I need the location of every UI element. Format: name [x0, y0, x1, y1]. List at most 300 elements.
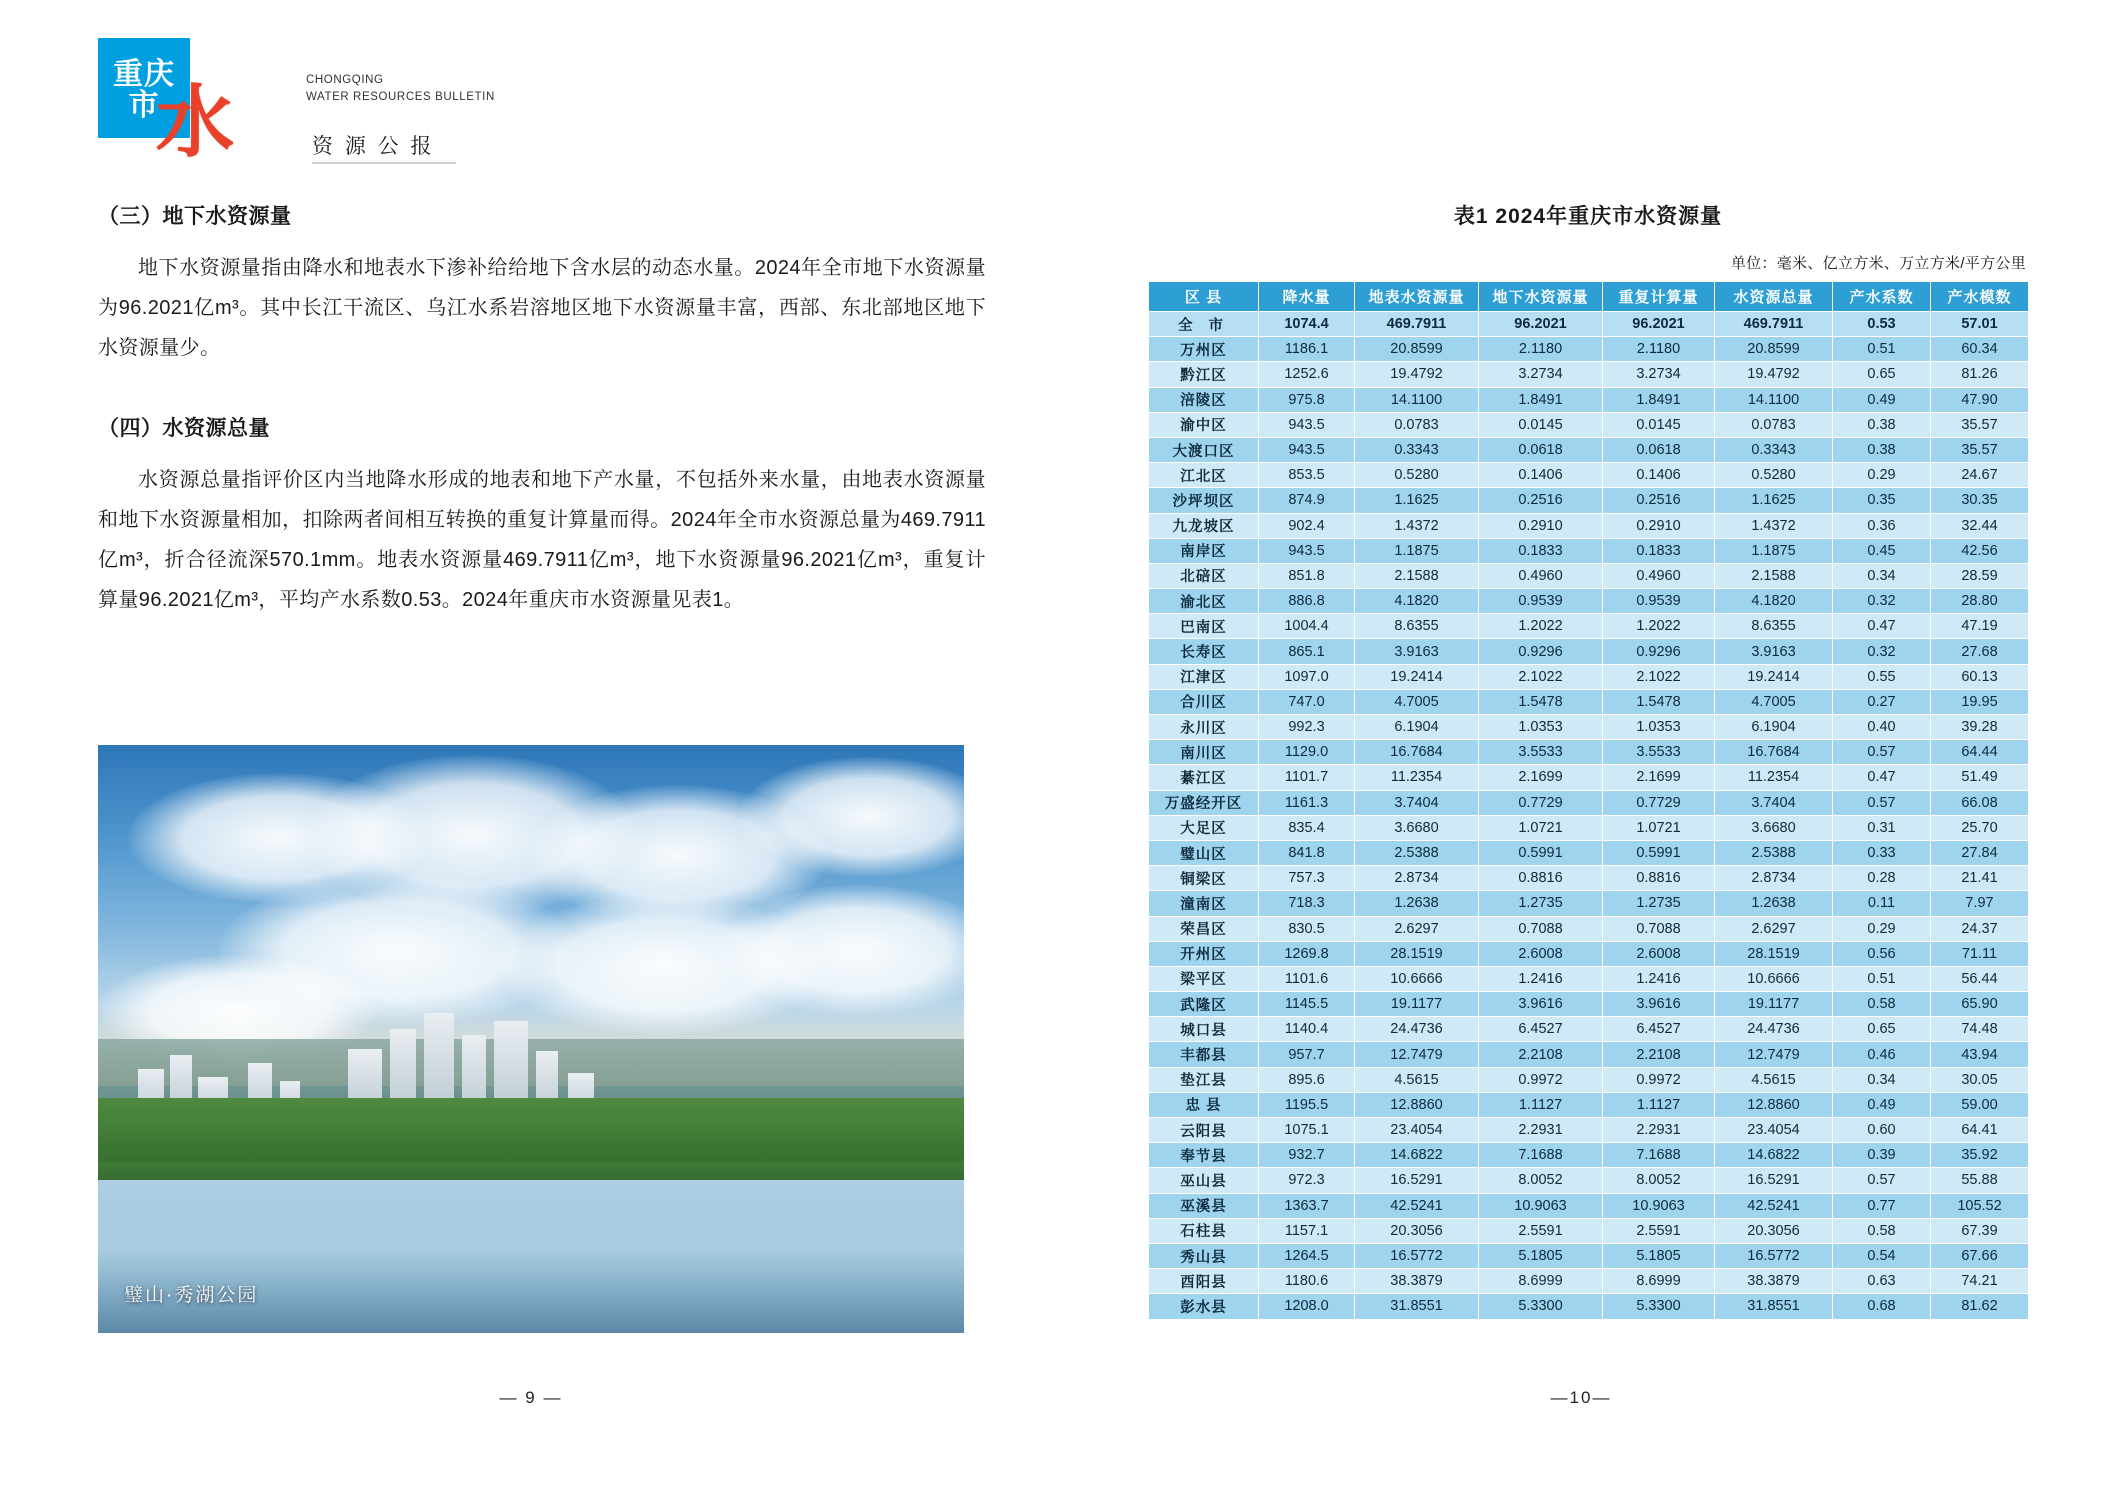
table-cell-value: 0.40 — [1833, 715, 1931, 740]
table-cell-value: 865.1 — [1259, 639, 1355, 664]
table-cell-value: 28.80 — [1931, 589, 2029, 614]
table-cell-value: 0.51 — [1833, 337, 1931, 362]
table-cell-value: 2.5388 — [1715, 840, 1833, 865]
table-cell-value: 30.35 — [1931, 488, 2029, 513]
table-cell-value: 81.62 — [1931, 1294, 2029, 1319]
table-cell-value: 12.8860 — [1355, 1092, 1479, 1117]
table-cell-value: 59.00 — [1931, 1092, 2029, 1117]
table-cell-value: 16.5291 — [1715, 1168, 1833, 1193]
table-cell-value: 0.28 — [1833, 866, 1931, 891]
table-cell-value: 19.2414 — [1355, 664, 1479, 689]
table-cell-value: 2.8734 — [1715, 866, 1833, 891]
table-cell-region: 忠 县 — [1149, 1092, 1259, 1117]
table-cell-value: 65.90 — [1931, 992, 2029, 1017]
table-row — [1149, 1143, 2029, 1168]
table-cell-value: 3.7404 — [1355, 790, 1479, 815]
table-cell-value: 972.3 — [1259, 1168, 1355, 1193]
table-cell-value: 1252.6 — [1259, 362, 1355, 387]
table-cell-value: 2.1588 — [1715, 563, 1833, 588]
table-cell-value: 96.2021 — [1479, 312, 1603, 337]
table-cell-value: 38.3879 — [1715, 1269, 1833, 1294]
table-cell-region: 巫溪县 — [1149, 1193, 1259, 1218]
section-4-paragraph: 水资源总量指评价区内当地降水形成的地表和地下产水量，不包括外来水量，由地表水资源量和地下水资源量相加，扣除两者间相互转换的重复计算量而得。2024年全市水资源总量为469.7911亿m³，折合径流深570.1mm。地表水资源量469.7911亿m³，地下水资源量96.2021亿m³，重复计算量96.2021亿m³，平均产水系数0.53。2024年重庆市水资源量见表1。 — [98, 469, 986, 611]
table-cell-value: 42.5241 — [1355, 1193, 1479, 1218]
table-cell-value: 67.66 — [1931, 1243, 2029, 1268]
table-cell-value: 56.44 — [1931, 966, 2029, 991]
table-cell-value: 2.1588 — [1355, 563, 1479, 588]
table-cell-value: 4.7005 — [1715, 689, 1833, 714]
table-cell-value: 14.1100 — [1715, 387, 1833, 412]
table-cell-region: 武隆区 — [1149, 992, 1259, 1017]
table-row — [1149, 639, 2029, 664]
table-cell-value: 886.8 — [1259, 589, 1355, 614]
table-cell-value: 64.44 — [1931, 740, 2029, 765]
column-header-total: 水资源总量 — [1715, 282, 1833, 312]
table-cell-region: 璧山区 — [1149, 840, 1259, 865]
table-row — [1149, 589, 2029, 614]
table-cell-value: 1.1127 — [1603, 1092, 1715, 1117]
table-cell-value: 2.1180 — [1479, 337, 1603, 362]
table-cell-value: 1264.5 — [1259, 1243, 1355, 1268]
table-cell-value: 1.0721 — [1479, 815, 1603, 840]
table-cell-value: 16.5772 — [1715, 1243, 1833, 1268]
table-cell-value: 2.6297 — [1715, 916, 1833, 941]
table-cell-value: 3.2734 — [1479, 362, 1603, 387]
table-cell-value: 39.28 — [1931, 715, 2029, 740]
table-cell-value: 2.5591 — [1603, 1218, 1715, 1243]
table-cell-value: 0.38 — [1833, 437, 1931, 462]
table-cell-value: 902.4 — [1259, 513, 1355, 538]
section-3-heading: （三）地下水资源量 — [98, 205, 292, 228]
table-cell-region: 万盛经开区 — [1149, 790, 1259, 815]
table-cell-value: 0.29 — [1833, 463, 1931, 488]
table-cell-value: 4.1820 — [1355, 589, 1479, 614]
table-cell-value: 2.1022 — [1479, 664, 1603, 689]
table-row — [1149, 513, 2029, 538]
table-cell-value: 96.2021 — [1603, 312, 1715, 337]
table-cell-value: 0.54 — [1833, 1243, 1931, 1268]
table-cell-value: 2.2931 — [1603, 1118, 1715, 1143]
table-cell-value: 16.7684 — [1355, 740, 1479, 765]
table-cell-value: 0.36 — [1833, 513, 1931, 538]
table-cell-region: 巴南区 — [1149, 614, 1259, 639]
table-cell-value: 28.1519 — [1715, 941, 1833, 966]
table-cell-value: 0.39 — [1833, 1143, 1931, 1168]
table-cell-value: 835.4 — [1259, 815, 1355, 840]
table-cell-value: 11.2354 — [1355, 765, 1479, 790]
table-row — [1149, 1067, 2029, 1092]
table-cell-region: 梁平区 — [1149, 966, 1259, 991]
table-cell-region: 巫山县 — [1149, 1168, 1259, 1193]
table-cell-value: 0.0618 — [1603, 437, 1715, 462]
table-cell-value: 1.0353 — [1603, 715, 1715, 740]
table-cell-region: 涪陵区 — [1149, 387, 1259, 412]
table-cell-value: 7.97 — [1931, 891, 2029, 916]
table-cell-value: 0.35 — [1833, 488, 1931, 513]
table-cell-region: 彭水县 — [1149, 1294, 1259, 1319]
table-cell-value: 0.0783 — [1715, 412, 1833, 437]
table-cell-value: 60.34 — [1931, 337, 2029, 362]
table-row — [1149, 966, 2029, 991]
table-cell-value: 4.5615 — [1355, 1067, 1479, 1092]
table-row — [1149, 312, 2029, 337]
table-row — [1149, 387, 2029, 412]
table-cell-value: 853.5 — [1259, 463, 1355, 488]
logo-line1: 重庆 — [113, 57, 175, 91]
table-row — [1149, 664, 2029, 689]
table-cell-value: 3.2734 — [1603, 362, 1715, 387]
table-cell-value: 0.1833 — [1603, 538, 1715, 563]
table-cell-value: 1363.7 — [1259, 1193, 1355, 1218]
logo-water-character: 水 — [156, 79, 235, 166]
table-row — [1149, 1218, 2029, 1243]
table-cell-value: 1.0721 — [1603, 815, 1715, 840]
table-cell-value: 1.2416 — [1603, 966, 1715, 991]
table-cell-value: 7.1688 — [1479, 1143, 1603, 1168]
table-cell-value: 957.7 — [1259, 1042, 1355, 1067]
table-row — [1149, 1243, 2029, 1268]
table-cell-value: 0.57 — [1833, 1168, 1931, 1193]
table-row — [1149, 765, 2029, 790]
table-cell-value: 20.8599 — [1355, 337, 1479, 362]
table-cell-value: 0.4960 — [1603, 563, 1715, 588]
column-header-surface: 地表水资源量 — [1355, 282, 1479, 312]
table-cell-value: 20.8599 — [1715, 337, 1833, 362]
table-cell-value: 1075.1 — [1259, 1118, 1355, 1143]
table-cell-value: 1101.7 — [1259, 765, 1355, 790]
table-cell-region: 南川区 — [1149, 740, 1259, 765]
table-cell-value: 943.5 — [1259, 412, 1355, 437]
table-cell-value: 0.11 — [1833, 891, 1931, 916]
publication-logo — [98, 38, 495, 166]
table-cell-value: 3.6680 — [1715, 815, 1833, 840]
table-cell-value: 19.1177 — [1715, 992, 1833, 1017]
table-row — [1149, 916, 2029, 941]
table-cell-value: 0.38 — [1833, 412, 1931, 437]
table-row — [1149, 715, 2029, 740]
table-cell-value: 1.1625 — [1355, 488, 1479, 513]
table-cell-value: 0.9972 — [1603, 1067, 1715, 1092]
table-cell-value: 0.1406 — [1603, 463, 1715, 488]
table-cell-value: 1157.1 — [1259, 1218, 1355, 1243]
table-cell-region: 渝北区 — [1149, 589, 1259, 614]
table-cell-value: 12.8860 — [1715, 1092, 1833, 1117]
table-cell-value: 8.0052 — [1603, 1168, 1715, 1193]
table-cell-value: 1.1127 — [1479, 1092, 1603, 1117]
table-cell-value: 32.44 — [1931, 513, 2029, 538]
table-cell-region: 綦江区 — [1149, 765, 1259, 790]
table-cell-value: 0.55 — [1833, 664, 1931, 689]
table-title: 表1 2024年重庆市水资源量 — [1453, 205, 1723, 228]
table-cell-value: 1.2416 — [1479, 966, 1603, 991]
table-cell-value: 10.6666 — [1355, 966, 1479, 991]
table-cell-value: 35.57 — [1931, 437, 2029, 462]
table-cell-value: 0.47 — [1833, 614, 1931, 639]
column-header-coeff: 产水系数 — [1833, 282, 1931, 312]
column-header-modulus: 产水模数 — [1931, 282, 2029, 312]
table-cell-value: 1129.0 — [1259, 740, 1355, 765]
table-cell-value: 24.37 — [1931, 916, 2029, 941]
table-cell-value: 0.1833 — [1479, 538, 1603, 563]
column-header-overlap: 重复计算量 — [1603, 282, 1715, 312]
table-cell-value: 0.34 — [1833, 1067, 1931, 1092]
table-cell-value: 0.9539 — [1479, 589, 1603, 614]
table-cell-region: 秀山县 — [1149, 1243, 1259, 1268]
table-cell-region: 大渡口区 — [1149, 437, 1259, 462]
table-cell-value: 0.77 — [1833, 1193, 1931, 1218]
table-cell-value: 5.3300 — [1603, 1294, 1715, 1319]
table-cell-value: 6.1904 — [1355, 715, 1479, 740]
table-cell-value: 64.41 — [1931, 1118, 2029, 1143]
table-cell-value: 2.2931 — [1479, 1118, 1603, 1143]
table-cell-region: 江北区 — [1149, 463, 1259, 488]
table-row — [1149, 337, 2029, 362]
table-row — [1149, 1193, 2029, 1218]
table-row — [1149, 941, 2029, 966]
table-row — [1149, 488, 2029, 513]
table-cell-value: 81.26 — [1931, 362, 2029, 387]
table-cell-value: 1.1625 — [1715, 488, 1833, 513]
table-cell-value: 0.46 — [1833, 1042, 1931, 1067]
table-cell-value: 1004.4 — [1259, 614, 1355, 639]
table-cell-value: 1.2638 — [1715, 891, 1833, 916]
table-cell-value: 71.11 — [1931, 941, 2029, 966]
table-cell-value: 932.7 — [1259, 1143, 1355, 1168]
table-row — [1149, 1168, 2029, 1193]
table-cell-value: 2.5591 — [1479, 1218, 1603, 1243]
table-cell-value: 20.3056 — [1715, 1218, 1833, 1243]
table-cell-region: 云阳县 — [1149, 1118, 1259, 1143]
table-row — [1149, 437, 2029, 462]
table-cell-value: 1.4372 — [1715, 513, 1833, 538]
table-cell-value: 24.67 — [1931, 463, 2029, 488]
table-cell-value: 0.3343 — [1355, 437, 1479, 462]
table-cell-value: 851.8 — [1259, 563, 1355, 588]
logo-english-name: CHONGQING WATER RESOURCES BULLETIN — [306, 74, 495, 104]
table-cell-value: 14.6822 — [1355, 1143, 1479, 1168]
table-cell-value: 1.2022 — [1479, 614, 1603, 639]
table-cell-value: 2.6008 — [1479, 941, 1603, 966]
table-cell-value: 757.3 — [1259, 866, 1355, 891]
table-cell-value: 0.2516 — [1603, 488, 1715, 513]
table-cell-value: 2.5388 — [1355, 840, 1479, 865]
table-cell-value: 0.57 — [1833, 790, 1931, 815]
table-cell-value: 2.6297 — [1355, 916, 1479, 941]
table-cell-value: 0.65 — [1833, 1017, 1931, 1042]
table-cell-value: 0.60 — [1833, 1118, 1931, 1143]
table-cell-value: 0.32 — [1833, 639, 1931, 664]
table-cell-value: 1.2735 — [1603, 891, 1715, 916]
table-cell-value: 38.3879 — [1355, 1269, 1479, 1294]
table-cell-value: 28.59 — [1931, 563, 2029, 588]
table-row — [1149, 463, 2029, 488]
table-cell-value: 14.1100 — [1355, 387, 1479, 412]
table-cell-value: 0.0145 — [1603, 412, 1715, 437]
table-cell-value: 943.5 — [1259, 538, 1355, 563]
table-cell-value: 0.58 — [1833, 992, 1931, 1017]
table-cell-value: 5.1805 — [1479, 1243, 1603, 1268]
table-cell-value: 6.1904 — [1715, 715, 1833, 740]
table-cell-value: 0.65 — [1833, 362, 1931, 387]
section-4-heading: （四）水资源总量 — [98, 417, 270, 440]
table-cell-value: 1.2638 — [1355, 891, 1479, 916]
table-cell-value: 8.0052 — [1479, 1168, 1603, 1193]
table-row — [1149, 563, 2029, 588]
table-cell-value: 0.53 — [1833, 312, 1931, 337]
scenic-photo — [98, 745, 964, 1333]
table-cell-value: 24.4736 — [1355, 1017, 1479, 1042]
table-cell-region: 奉节县 — [1149, 1143, 1259, 1168]
table-cell-value: 0.27 — [1833, 689, 1931, 714]
table-cell-value: 27.84 — [1931, 840, 2029, 865]
table-cell-value: 874.9 — [1259, 488, 1355, 513]
table-cell-value: 25.70 — [1931, 815, 2029, 840]
table-cell-value: 55.88 — [1931, 1168, 2029, 1193]
table-cell-value: 1.4372 — [1355, 513, 1479, 538]
table-cell-region: 北碚区 — [1149, 563, 1259, 588]
table-cell-value: 3.5533 — [1479, 740, 1603, 765]
table-cell-value: 2.2108 — [1603, 1042, 1715, 1067]
table-cell-value: 1269.8 — [1259, 941, 1355, 966]
table-cell-value: 42.56 — [1931, 538, 2029, 563]
table-cell-region: 沙坪坝区 — [1149, 488, 1259, 513]
table-cell-value: 1074.4 — [1259, 312, 1355, 337]
table-row — [1149, 840, 2029, 865]
table-cell-region: 永川区 — [1149, 715, 1259, 740]
table-cell-value: 10.6666 — [1715, 966, 1833, 991]
table-cell-value: 8.6999 — [1603, 1269, 1715, 1294]
table-cell-value: 5.1805 — [1603, 1243, 1715, 1268]
table-cell-region: 开州区 — [1149, 941, 1259, 966]
table-cell-value: 8.6999 — [1479, 1269, 1603, 1294]
table-cell-value: 1186.1 — [1259, 337, 1355, 362]
table-cell-value: 47.19 — [1931, 614, 2029, 639]
table-row — [1149, 1294, 2029, 1319]
table-cell-value: 14.6822 — [1715, 1143, 1833, 1168]
table-cell-value: 23.4054 — [1715, 1118, 1833, 1143]
table-cell-value: 3.7404 — [1715, 790, 1833, 815]
table-cell-value: 1140.4 — [1259, 1017, 1355, 1042]
table-cell-value: 0.9296 — [1479, 639, 1603, 664]
table-cell-value: 4.1820 — [1715, 589, 1833, 614]
table-cell-value: 1180.6 — [1259, 1269, 1355, 1294]
table-row — [1149, 992, 2029, 1017]
section-3-paragraph: 地下水资源量指由降水和地表水下渗补给给地下含水层的动态水量。2024年全市地下水资源量为96.2021亿m³。其中长江干流区、乌江水系岩溶地区地下水资源量丰富，西部、东北部地区地下水资源量少。 — [98, 257, 986, 359]
table-cell-value: 1145.5 — [1259, 992, 1355, 1017]
table-cell-value: 0.7729 — [1479, 790, 1603, 815]
table-cell-value: 2.1699 — [1479, 765, 1603, 790]
table-cell-value: 12.7479 — [1715, 1042, 1833, 1067]
table-cell-value: 10.9063 — [1603, 1193, 1715, 1218]
left-page-content — [98, 200, 986, 620]
table-cell-value: 4.5615 — [1715, 1067, 1833, 1092]
table-row — [1149, 866, 2029, 891]
table-cell-value: 1195.5 — [1259, 1092, 1355, 1117]
table-cell-value: 1.8491 — [1603, 387, 1715, 412]
table-row — [1149, 538, 2029, 563]
table-cell-value: 0.58 — [1833, 1218, 1931, 1243]
table-cell-value: 841.8 — [1259, 840, 1355, 865]
table-cell-value: 469.7911 — [1715, 312, 1833, 337]
table-cell-value: 3.9163 — [1715, 639, 1833, 664]
table-cell-region: 丰都县 — [1149, 1042, 1259, 1067]
column-header-rainfall: 降水量 — [1259, 282, 1355, 312]
table-row — [1149, 891, 2029, 916]
table-cell-value: 1.1875 — [1715, 538, 1833, 563]
table-cell-region: 荣昌区 — [1149, 916, 1259, 941]
table-cell-value: 0.68 — [1833, 1294, 1931, 1319]
table-cell-value: 0.47 — [1833, 765, 1931, 790]
table-cell-value: 0.49 — [1833, 387, 1931, 412]
table-cell-value: 0.29 — [1833, 916, 1931, 941]
table-cell-value: 7.1688 — [1603, 1143, 1715, 1168]
table-cell-value: 1161.3 — [1259, 790, 1355, 815]
table-cell-value: 5.3300 — [1479, 1294, 1603, 1319]
table-cell-value: 19.2414 — [1715, 664, 1833, 689]
table-cell-value: 0.4960 — [1479, 563, 1603, 588]
table-cell-region: 万州区 — [1149, 337, 1259, 362]
table-cell-value: 0.7088 — [1479, 916, 1603, 941]
table-cell-value: 8.6355 — [1355, 614, 1479, 639]
table-cell-value: 469.7911 — [1355, 312, 1479, 337]
table-cell-value: 0.8816 — [1479, 866, 1603, 891]
table-cell-value: 11.2354 — [1715, 765, 1833, 790]
column-header-ground: 地下水资源量 — [1479, 282, 1603, 312]
table-row — [1149, 1269, 2029, 1294]
table-cell-value: 28.1519 — [1355, 941, 1479, 966]
table-cell-value: 3.9616 — [1479, 992, 1603, 1017]
table-cell-value: 0.5991 — [1603, 840, 1715, 865]
table-cell-region: 石柱县 — [1149, 1218, 1259, 1243]
table-cell-region: 渝中区 — [1149, 412, 1259, 437]
column-header-region: 区 县 — [1149, 282, 1259, 312]
table-cell-value: 74.21 — [1931, 1269, 2029, 1294]
table-cell-value: 747.0 — [1259, 689, 1355, 714]
table-cell-region: 潼南区 — [1149, 891, 1259, 916]
table-cell-value: 1.2735 — [1479, 891, 1603, 916]
table-cell-region: 铜梁区 — [1149, 866, 1259, 891]
table-cell-value: 0.33 — [1833, 840, 1931, 865]
table-cell-value: 0.5991 — [1479, 840, 1603, 865]
table-cell-value: 21.41 — [1931, 866, 2029, 891]
table-cell-value: 0.9296 — [1603, 639, 1715, 664]
table-cell-value: 23.4054 — [1355, 1118, 1479, 1143]
table-cell-value: 3.9616 — [1603, 992, 1715, 1017]
table-body — [1149, 312, 2029, 1320]
table-cell-value: 20.3056 — [1355, 1218, 1479, 1243]
photo-lake-reflection — [98, 1180, 964, 1251]
table-cell-value: 3.9163 — [1355, 639, 1479, 664]
table-cell-value: 19.1177 — [1355, 992, 1479, 1017]
table-cell-value: 0.63 — [1833, 1269, 1931, 1294]
table-header-row — [1149, 282, 2029, 312]
table-cell-value: 42.5241 — [1715, 1193, 1833, 1218]
table-cell-value: 2.1699 — [1603, 765, 1715, 790]
table-row — [1149, 614, 2029, 639]
table-cell-value: 0.49 — [1833, 1092, 1931, 1117]
table-cell-region: 城口县 — [1149, 1017, 1259, 1042]
table-row — [1149, 689, 2029, 714]
table-cell-value: 2.2108 — [1479, 1042, 1603, 1067]
water-resources-table — [1148, 281, 2029, 1320]
table-cell-value: 16.7684 — [1715, 740, 1833, 765]
table-row — [1149, 412, 2029, 437]
table-row — [1149, 790, 2029, 815]
table-cell-value: 0.0618 — [1479, 437, 1603, 462]
table-cell-value: 19.4792 — [1355, 362, 1479, 387]
table-cell-value: 0.1406 — [1479, 463, 1603, 488]
table-cell-value: 24.4736 — [1715, 1017, 1833, 1042]
